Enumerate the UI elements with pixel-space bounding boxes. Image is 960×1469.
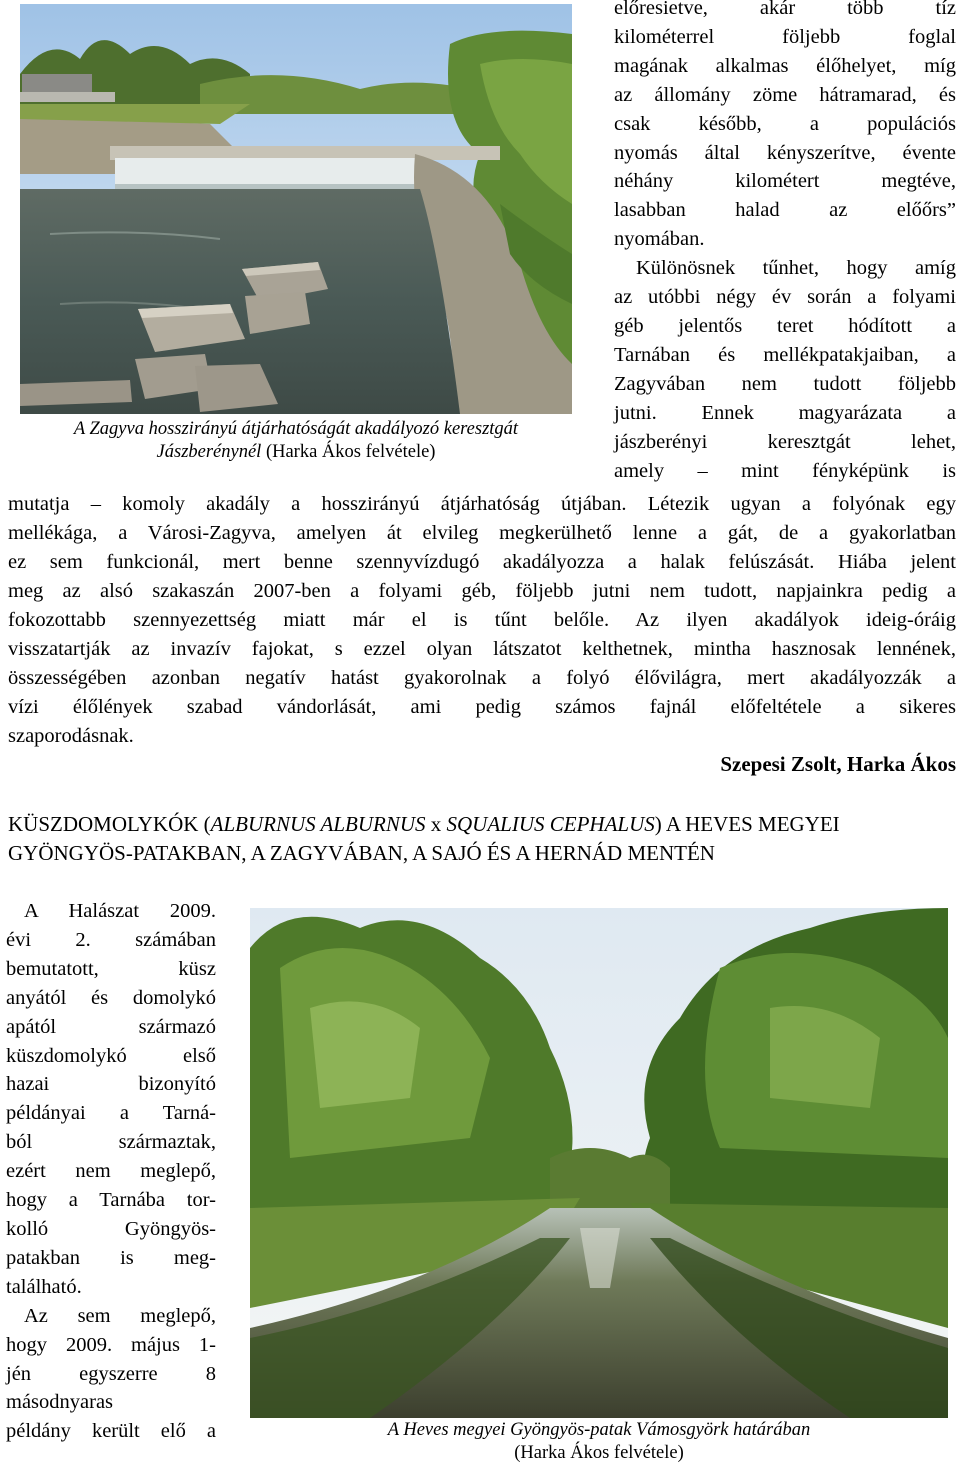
text-line: hogy a Tarnába tor- bbox=[6, 1189, 216, 1212]
text-line: Zagyvában nem tudott följebb bbox=[614, 372, 956, 395]
text-line: vízi élőlények szabad vándorlását, ami pedig számos fajnál előfeltétele a sikeres bbox=[8, 696, 956, 718]
weir-caption-text: A Zagyva hosszirányú átjárhatóságát akadályozó keresztgát Jászberénynél bbox=[73, 419, 519, 462]
weir-photo-illustration bbox=[20, 4, 572, 414]
text-line: példányai a Tarná- bbox=[6, 1102, 216, 1125]
article-heading bbox=[8, 810, 948, 868]
text-line: nyomában. bbox=[614, 228, 705, 251]
text-line: példány került elő a bbox=[6, 1420, 216, 1443]
text-line: évi 2. számában bbox=[6, 928, 216, 951]
creek-caption-text: A Heves megyei Gyöngyös-patak Vámosgyörk határában bbox=[387, 1420, 811, 1440]
text-line: nyomás által kényszerítve, évente bbox=[614, 141, 956, 164]
text-line: jászberényi keresztgát lehet, bbox=[614, 430, 956, 453]
heading-part: ) A HEVES MEGYEI GYÖNGYÖS-PATAKBAN, A ZAGYVÁBAN, A SAJÓ ÉS A HERNÁD MENTÉN bbox=[8, 812, 840, 865]
text-line: összességében azonban negatív hatást gyakorolnak a folyó élővilágra, mert akadályozzák a bbox=[8, 667, 956, 689]
text-line: bemutatott, küsz bbox=[6, 957, 216, 980]
text-line: patakban is meg- bbox=[6, 1246, 216, 1269]
text-line: csak később, a populációs bbox=[614, 112, 956, 135]
text-line: ez sem funkcionál, mert benne szennyvízdugó akadályozza a halak felúszását. Hiába jelent bbox=[8, 551, 956, 573]
text-line: előresietve, akár több tíz bbox=[614, 0, 956, 19]
text-line: kolló Gyöngyös- bbox=[6, 1217, 216, 1240]
author-signature: Szepesi Zsolt, Harka Ákos bbox=[720, 752, 956, 776]
text-line: jutni. Ennek magyarázata a bbox=[614, 401, 956, 424]
text-line: Tarnában és mellékpatakjaiban, a bbox=[614, 343, 956, 366]
text-line: géb jelentős teret hódított a bbox=[614, 314, 956, 337]
text-line: lasabban halad az előőrs” bbox=[614, 199, 956, 222]
right-column-text bbox=[614, 0, 956, 485]
weir-caption-credit: (Harka Ákos felvétele) bbox=[265, 442, 436, 462]
heading-species-1: ALBURNUS ALBURNUS bbox=[210, 812, 426, 836]
text-line: Az sem meglepő, bbox=[24, 1304, 216, 1327]
weir-photo-caption bbox=[20, 418, 572, 464]
text-line: jén egyszerre 8 bbox=[6, 1362, 216, 1385]
text-line: az utóbbi négy év során a folyami bbox=[614, 286, 956, 309]
creek-photo bbox=[250, 908, 948, 1418]
text-line: hogy 2009. május 1- bbox=[6, 1333, 216, 1356]
text-line: apától származó bbox=[6, 1015, 216, 1038]
text-line: meg az alsó szakaszán 2007-ben a folyami géb, följebb jutni nem tudott, napjainkra pedig a bbox=[8, 580, 956, 602]
text-line: az állomány zöme hátramarad, és bbox=[614, 83, 956, 106]
text-line: található. bbox=[6, 1275, 82, 1298]
text-line: A Halászat 2009. bbox=[24, 900, 216, 922]
text-line: Különösnek tűnhet, hogy amíg bbox=[636, 257, 956, 280]
text-line: hazai bizonyító bbox=[6, 1073, 216, 1096]
text-line: magának alkalmas élőhelyet, míg bbox=[614, 54, 956, 77]
text-line: visszatartják az invazív fajokat, s ezzel olyan látszatot kelthetnek, mintha hasznosak lennének, bbox=[8, 638, 956, 660]
creek-photo-caption bbox=[250, 1419, 948, 1465]
text-line: küszdomolykó első bbox=[6, 1044, 216, 1067]
text-line: másodnyaras bbox=[6, 1391, 114, 1414]
text-line: mutatja – komoly akadály a hosszirányú átjárhatóság útjában. Létezik ugyan a folyónak egy bbox=[8, 493, 956, 515]
full-width-paragraph bbox=[8, 490, 956, 751]
text-line: fokozottabb szennyezettség miatt már el is tűnt belőle. Az ilyen akadályok ideig-óráig bbox=[8, 609, 956, 631]
left-column-text bbox=[6, 897, 216, 1446]
text-line: kilométerrel följebb foglal bbox=[614, 25, 956, 48]
text-line: anyától és domolykó bbox=[6, 986, 216, 1009]
text-line: amely – mint fényképünk is bbox=[614, 459, 956, 482]
heading-species-2: SQUALIUS CEPHALUS bbox=[446, 812, 655, 836]
heading-part: x bbox=[425, 812, 447, 836]
weir-photo bbox=[20, 4, 572, 414]
text-line: néhány kilométert megtéve, bbox=[614, 170, 956, 193]
creek-caption-credit: (Harka Ákos felvétele) bbox=[514, 1443, 684, 1463]
creek-photo-illustration bbox=[250, 908, 948, 1418]
text-line: ezért nem meglepő, bbox=[6, 1160, 216, 1183]
heading-part: KÜSZDOMOLYKÓK ( bbox=[8, 812, 211, 836]
text-line: ból származtak, bbox=[6, 1131, 216, 1154]
text-line: mellékága, a Városi-Zagyva, amelyen át elvileg megkerülhető lenne a gát, de a gyakorlatban bbox=[8, 522, 956, 544]
text-line: szaporodásnak. bbox=[8, 725, 134, 747]
